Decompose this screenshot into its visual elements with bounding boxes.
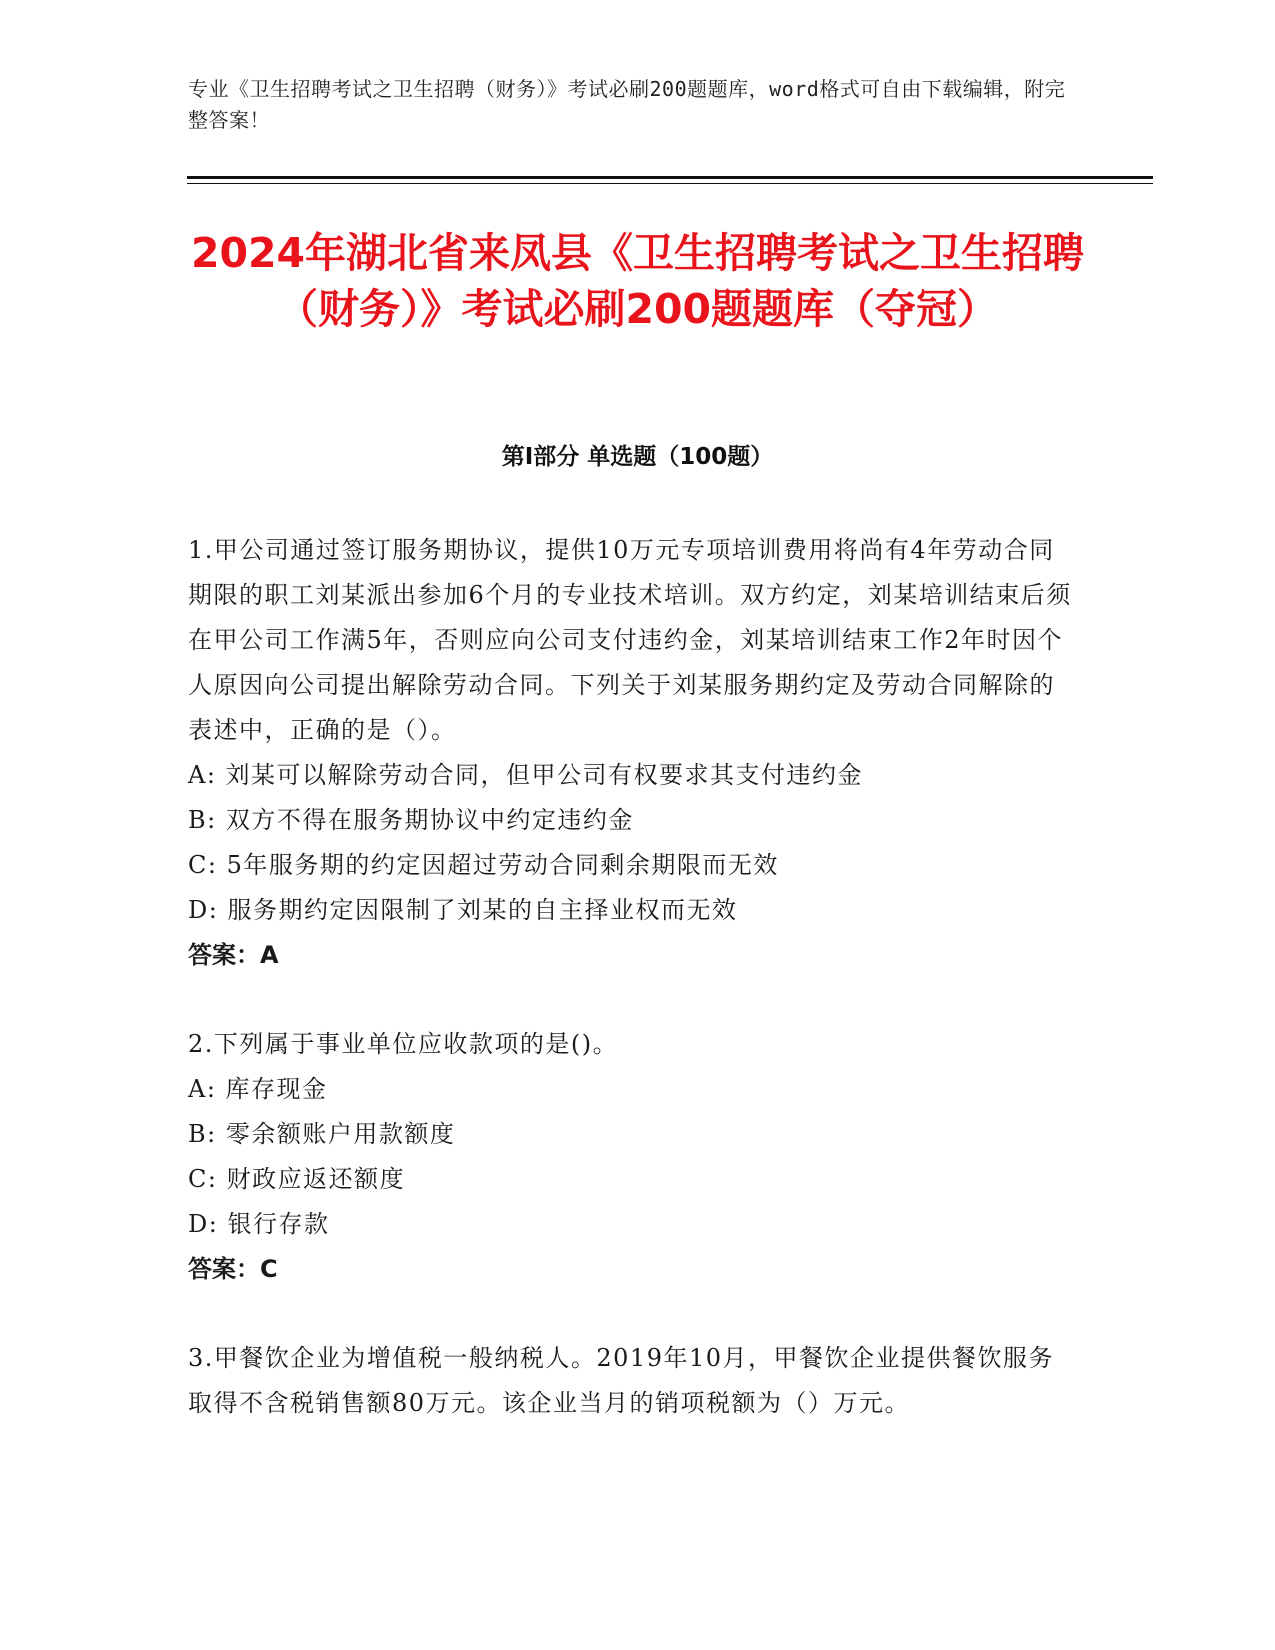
- option-a: A: 库存现金: [188, 1075, 328, 1103]
- question-text: 1.甲公司通过签订服务期协议，提供10万元专项培训费用将尚有4年劳动合同期限的职工刘某派出参加6个月的专业技术培训。双方约定，刘某培训结束后须在甲公司工作满5年，否则应向公司支付违约金，刘某培训结束工作2年时因个人原因向公司提出解除劳动合同。下列关于刘某服务期约定及劳动合同解除的表述中，正确的是（）。: [188, 536, 1072, 744]
- header-rule-thick: [187, 176, 1153, 179]
- option-c: C: 5年服务期的约定因超过劳动合同剩余期限而无效: [188, 851, 779, 879]
- section-title: 第I部分 单选题（100题）: [501, 444, 774, 470]
- option-b: B: 零余额账户用款额度: [188, 1120, 456, 1148]
- answer: 答案：A: [188, 941, 279, 969]
- option-a: A: 刘某可以解除劳动合同，但甲公司有权要求其支付违约金: [188, 761, 864, 789]
- question-3: [188, 1336, 1073, 1426]
- option-d: D: 银行存款: [188, 1210, 330, 1238]
- question-list: [188, 528, 1073, 1470]
- option-d: D: 服务期约定因限制了刘某的自主择业权而无效: [188, 896, 738, 924]
- question-text: 3.甲餐饮企业为增值税一般纳税人。2019年10月，甲餐饮企业提供餐饮服务取得不含税销售额80万元。该企业当月的销项税额为（）万元。: [188, 1344, 1055, 1417]
- document-title: 2024年湖北省来凤县《卫生招聘考试之卫生招聘（财务）》考试必刷200题题库（夺冠）: [190, 229, 1085, 333]
- answer: 答案：C: [188, 1255, 278, 1283]
- question-1: [188, 528, 1073, 978]
- option-b: B: 双方不得在服务期协议中约定违约金: [188, 806, 634, 834]
- question-text: 2.下列属于事业单位应收款项的是()。: [188, 1030, 619, 1058]
- header-rule-thin: [187, 183, 1153, 184]
- header-note: 专业《卫生招聘考试之卫生招聘（财务）》考试必刷200题题库，word格式可自由下载编辑，附完整答案！: [188, 77, 1066, 132]
- question-2: [188, 1022, 1073, 1292]
- option-c: C: 财政应返还额度: [188, 1165, 406, 1193]
